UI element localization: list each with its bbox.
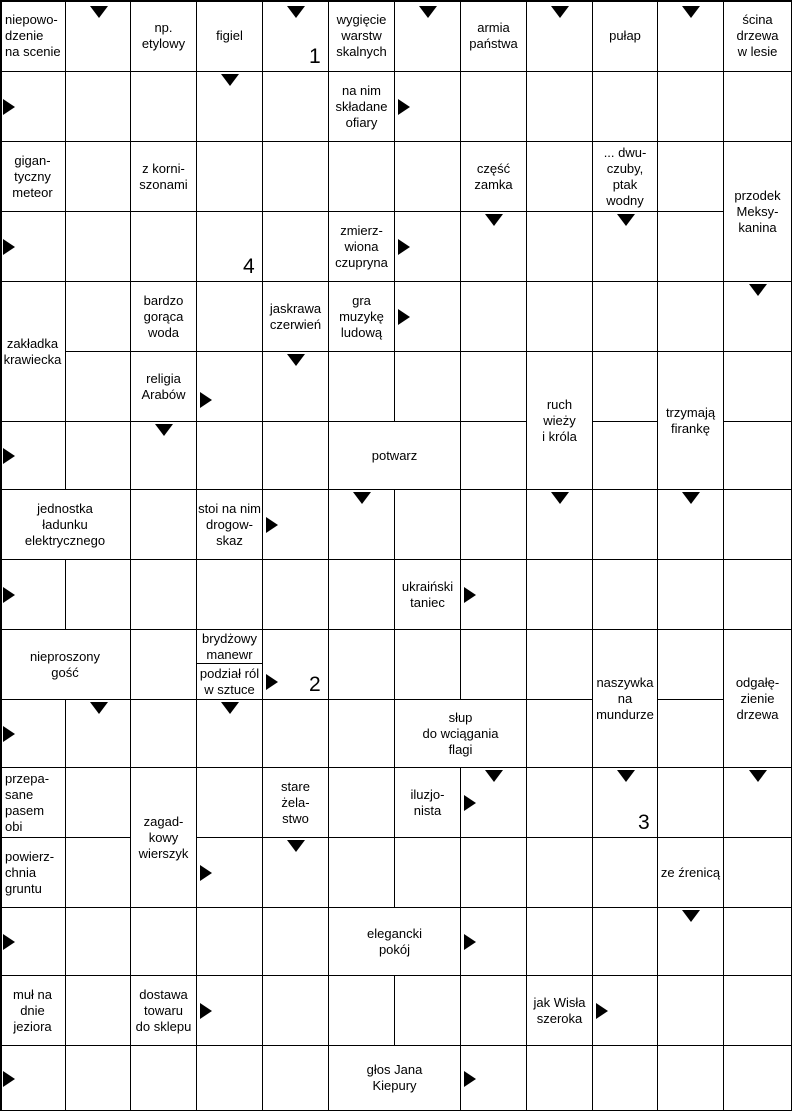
answer-cell[interactable]: [527, 72, 593, 142]
answer-cell[interactable]: [527, 838, 593, 908]
clue-c8: na nim składane ofiary: [329, 72, 395, 142]
answer-cell[interactable]: [461, 490, 527, 560]
down-arrow-icon: [221, 74, 239, 86]
answer-cell[interactable]: [593, 560, 658, 630]
answer-cell[interactable]: [263, 700, 329, 768]
right-arrow-icon: [266, 674, 278, 690]
answer-cell[interactable]: [263, 976, 329, 1046]
answer-cell[interactable]: [263, 908, 329, 976]
clue-c3: figiel: [197, 0, 263, 72]
answer-cell[interactable]: [724, 72, 792, 142]
answer-cell[interactable]: [724, 838, 792, 908]
answer-cell[interactable]: [395, 490, 461, 560]
down-arrow-icon: [353, 492, 371, 504]
answer-cell[interactable]: [724, 422, 792, 490]
answer-cell[interactable]: [197, 908, 263, 976]
answer-cell[interactable]: [263, 422, 329, 490]
number-n2: 2: [309, 673, 321, 696]
down-arrow-icon: [551, 6, 569, 18]
right-arrow-icon: [398, 239, 410, 255]
down-arrow-icon: [682, 910, 700, 922]
number-n3: 3: [638, 811, 650, 834]
down-arrow-icon: [485, 770, 503, 782]
answer-cell[interactable]: [658, 700, 724, 768]
answer-cell[interactable]: [527, 560, 593, 630]
answer-cell[interactable]: [593, 490, 658, 560]
clue-c35: iluzjo- nista: [395, 768, 461, 838]
clue-c16: jaskrawa czerwień: [263, 282, 329, 352]
answer-cell[interactable]: [66, 142, 131, 212]
down-arrow-icon: [749, 284, 767, 296]
answer-cell[interactable]: [66, 560, 131, 630]
answer-cell[interactable]: [66, 1046, 131, 1111]
clue-c7: ścina drzewa w lesie: [724, 0, 792, 72]
answer-cell[interactable]: [131, 560, 197, 630]
answer-cell[interactable]: [329, 142, 395, 212]
right-arrow-icon: [3, 726, 15, 742]
answer-cell[interactable]: [263, 142, 329, 212]
answer-cell[interactable]: [461, 630, 527, 700]
answer-cell[interactable]: [66, 352, 131, 422]
clue-c17: gra muzykę ludową: [329, 282, 395, 352]
right-arrow-icon: [3, 587, 15, 603]
right-arrow-icon: [3, 99, 15, 115]
clue-c32: przepa- sane pasem obi: [0, 768, 66, 838]
down-arrow-icon: [90, 6, 108, 18]
answer-cell[interactable]: [593, 908, 658, 976]
clue-c24: stoi na nim drogow- skaz: [197, 490, 263, 560]
answer-cell[interactable]: [593, 422, 658, 490]
answer-cell[interactable]: [724, 352, 792, 422]
clue-c19: religia Arabów: [131, 352, 197, 422]
down-arrow-icon: [419, 6, 437, 18]
clue-c25: ukraiński taniec: [395, 560, 461, 630]
answer-cell[interactable]: [724, 1046, 792, 1111]
clue-c10: z korni- szonami: [131, 142, 197, 212]
right-arrow-icon: [3, 934, 15, 950]
answer-cell[interactable]: [724, 976, 792, 1046]
clue-c20: ruch wieży i króla: [527, 352, 593, 490]
right-arrow-icon: [398, 99, 410, 115]
down-arrow-icon: [749, 770, 767, 782]
down-arrow-icon: [682, 6, 700, 18]
clue-c1: niepowo- dzenie na scenie: [0, 0, 66, 72]
answer-cell[interactable]: [527, 700, 593, 768]
right-arrow-icon: [200, 1003, 212, 1019]
answer-cell[interactable]: [197, 768, 263, 838]
number-n4: 4: [243, 255, 255, 278]
clue-c39: muł na dnie jeziora: [0, 976, 66, 1046]
answer-cell[interactable]: [263, 212, 329, 282]
answer-cell[interactable]: [131, 212, 197, 282]
answer-cell[interactable]: [658, 768, 724, 838]
answer-cell[interactable]: [197, 282, 263, 352]
clue-c22: potwarz: [329, 422, 461, 490]
clue-c13: przodek Meksy- kanina: [724, 142, 792, 282]
clue-c33: zagad- kowy wierszyk: [131, 768, 197, 908]
answer-cell[interactable]: [527, 282, 593, 352]
clue-c28: podział ról w sztuce: [197, 664, 263, 700]
answer-cell[interactable]: [66, 838, 131, 908]
clue-c6: pułap: [593, 0, 658, 72]
down-arrow-icon: [551, 492, 569, 504]
answer-cell[interactable]: [197, 352, 263, 422]
answer-cell[interactable]: [395, 630, 461, 700]
answer-cell[interactable]: [66, 976, 131, 1046]
clue-c5: armia państwa: [461, 0, 527, 72]
down-arrow-icon: [90, 702, 108, 714]
down-arrow-icon: [287, 6, 305, 18]
answer-cell[interactable]: [395, 352, 461, 422]
answer-cell[interactable]: [527, 1046, 593, 1111]
clue-c29: naszywka na mundurze: [593, 630, 658, 768]
answer-cell[interactable]: [197, 422, 263, 490]
answer-cell[interactable]: [658, 212, 724, 282]
answer-cell[interactable]: [66, 212, 131, 282]
answer-cell[interactable]: [593, 1046, 658, 1111]
clue-c2: np. etylowy: [131, 0, 197, 72]
answer-cell[interactable]: [658, 282, 724, 352]
answer-cell[interactable]: [131, 908, 197, 976]
right-arrow-icon: [3, 239, 15, 255]
answer-cell[interactable]: [66, 282, 131, 352]
answer-cell[interactable]: [263, 72, 329, 142]
answer-cell[interactable]: [461, 976, 527, 1046]
answer-cell[interactable]: [724, 560, 792, 630]
answer-cell[interactable]: [395, 142, 461, 212]
answer-cell[interactable]: [263, 560, 329, 630]
down-arrow-icon: [485, 214, 503, 226]
answer-cell[interactable]: [527, 142, 593, 212]
answer-cell[interactable]: [395, 838, 461, 908]
answer-cell[interactable]: [658, 1046, 724, 1111]
right-arrow-icon: [464, 934, 476, 950]
clue-c4: wygięcie warstw skalnych: [329, 0, 395, 72]
clue-c18: zakładka krawiecka: [0, 282, 66, 422]
clue-c31: słup do wciągania flagi: [395, 700, 527, 768]
answer-cell[interactable]: [66, 768, 131, 838]
clue-c11: część zamka: [461, 142, 527, 212]
answer-cell[interactable]: [461, 352, 527, 422]
answer-cell[interactable]: [527, 768, 593, 838]
down-arrow-icon: [155, 424, 173, 436]
right-arrow-icon: [3, 1071, 15, 1087]
answer-cell[interactable]: [329, 976, 395, 1046]
clue-c9: gigan- tyczny meteor: [0, 142, 66, 212]
answer-cell[interactable]: [461, 72, 527, 142]
clue-c34: stare żela- stwo: [263, 768, 329, 838]
answer-cell[interactable]: [131, 72, 197, 142]
answer-cell[interactable]: [461, 282, 527, 352]
answer-cell[interactable]: [329, 838, 395, 908]
answer-cell[interactable]: [593, 72, 658, 142]
answer-cell[interactable]: [66, 422, 131, 490]
answer-cell[interactable]: [724, 490, 792, 560]
clue-c26: nieproszony gość: [0, 630, 131, 700]
answer-cell[interactable]: [527, 212, 593, 282]
answer-cell[interactable]: [66, 908, 131, 976]
clue-c37: ze źrenicą: [658, 838, 724, 908]
clue-c38: elegancki pokój: [329, 908, 461, 976]
right-arrow-icon: [200, 865, 212, 881]
right-arrow-icon: [266, 517, 278, 533]
right-arrow-icon: [464, 587, 476, 603]
answer-cell[interactable]: [724, 908, 792, 976]
answer-cell[interactable]: [131, 630, 197, 700]
clue-c23: jednostka ładunku elektrycznego: [0, 490, 131, 560]
clue-c21: trzymają firankę: [658, 352, 724, 490]
down-arrow-icon: [617, 214, 635, 226]
right-arrow-icon: [200, 392, 212, 408]
right-arrow-icon: [3, 448, 15, 464]
answer-cell[interactable]: [329, 700, 395, 768]
down-arrow-icon: [287, 840, 305, 852]
down-arrow-icon: [221, 702, 239, 714]
answer-cell[interactable]: [658, 976, 724, 1046]
clue-c42: głos Jana Kiepury: [329, 1046, 461, 1111]
down-arrow-icon: [682, 492, 700, 504]
down-arrow-icon: [287, 354, 305, 366]
answer-cell[interactable]: [658, 142, 724, 212]
answer-cell[interactable]: [395, 976, 461, 1046]
clue-c41: jak Wisła szeroka: [527, 976, 593, 1046]
clue-c14: zmierz- wiona czupryna: [329, 212, 395, 282]
answer-cell[interactable]: [66, 72, 131, 142]
answer-cell[interactable]: [329, 560, 395, 630]
right-arrow-icon: [464, 1071, 476, 1087]
down-arrow-icon: [617, 770, 635, 782]
answer-cell[interactable]: [131, 1046, 197, 1111]
answer-cell[interactable]: [329, 768, 395, 838]
clue-c12: ... dwu- czuby, ptak wodny: [593, 142, 658, 212]
right-arrow-icon: [596, 1003, 608, 1019]
clue-c40: dostawa towaru do sklepu: [131, 976, 197, 1046]
answer-cell[interactable]: [461, 838, 527, 908]
answer-cell[interactable]: [197, 142, 263, 212]
answer-cell[interactable]: [593, 838, 658, 908]
answer-cell[interactable]: [527, 908, 593, 976]
right-arrow-icon: [464, 795, 476, 811]
answer-cell[interactable]: [658, 72, 724, 142]
answer-cell[interactable]: [527, 630, 593, 700]
right-arrow-icon: [398, 309, 410, 325]
clue-c36: powierz- chnia gruntu: [0, 838, 66, 908]
answer-cell[interactable]: [658, 560, 724, 630]
answer-cell[interactable]: [593, 282, 658, 352]
answer-cell[interactable]: [658, 630, 724, 700]
answer-cell[interactable]: [329, 352, 395, 422]
number-n1: 1: [309, 45, 321, 68]
answer-cell[interactable]: [263, 1046, 329, 1111]
answer-cell[interactable]: [197, 1046, 263, 1111]
answer-cell[interactable]: [131, 490, 197, 560]
answer-cell[interactable]: [461, 422, 527, 490]
answer-cell[interactable]: [131, 700, 197, 768]
clue-c27: brydżowy manewr: [197, 630, 263, 664]
answer-cell[interactable]: [197, 560, 263, 630]
answer-cell[interactable]: [329, 630, 395, 700]
clue-c15: bardzo gorąca woda: [131, 282, 197, 352]
answer-cell[interactable]: [593, 352, 658, 422]
clue-c30: odgałę- zienie drzewa: [724, 630, 792, 768]
